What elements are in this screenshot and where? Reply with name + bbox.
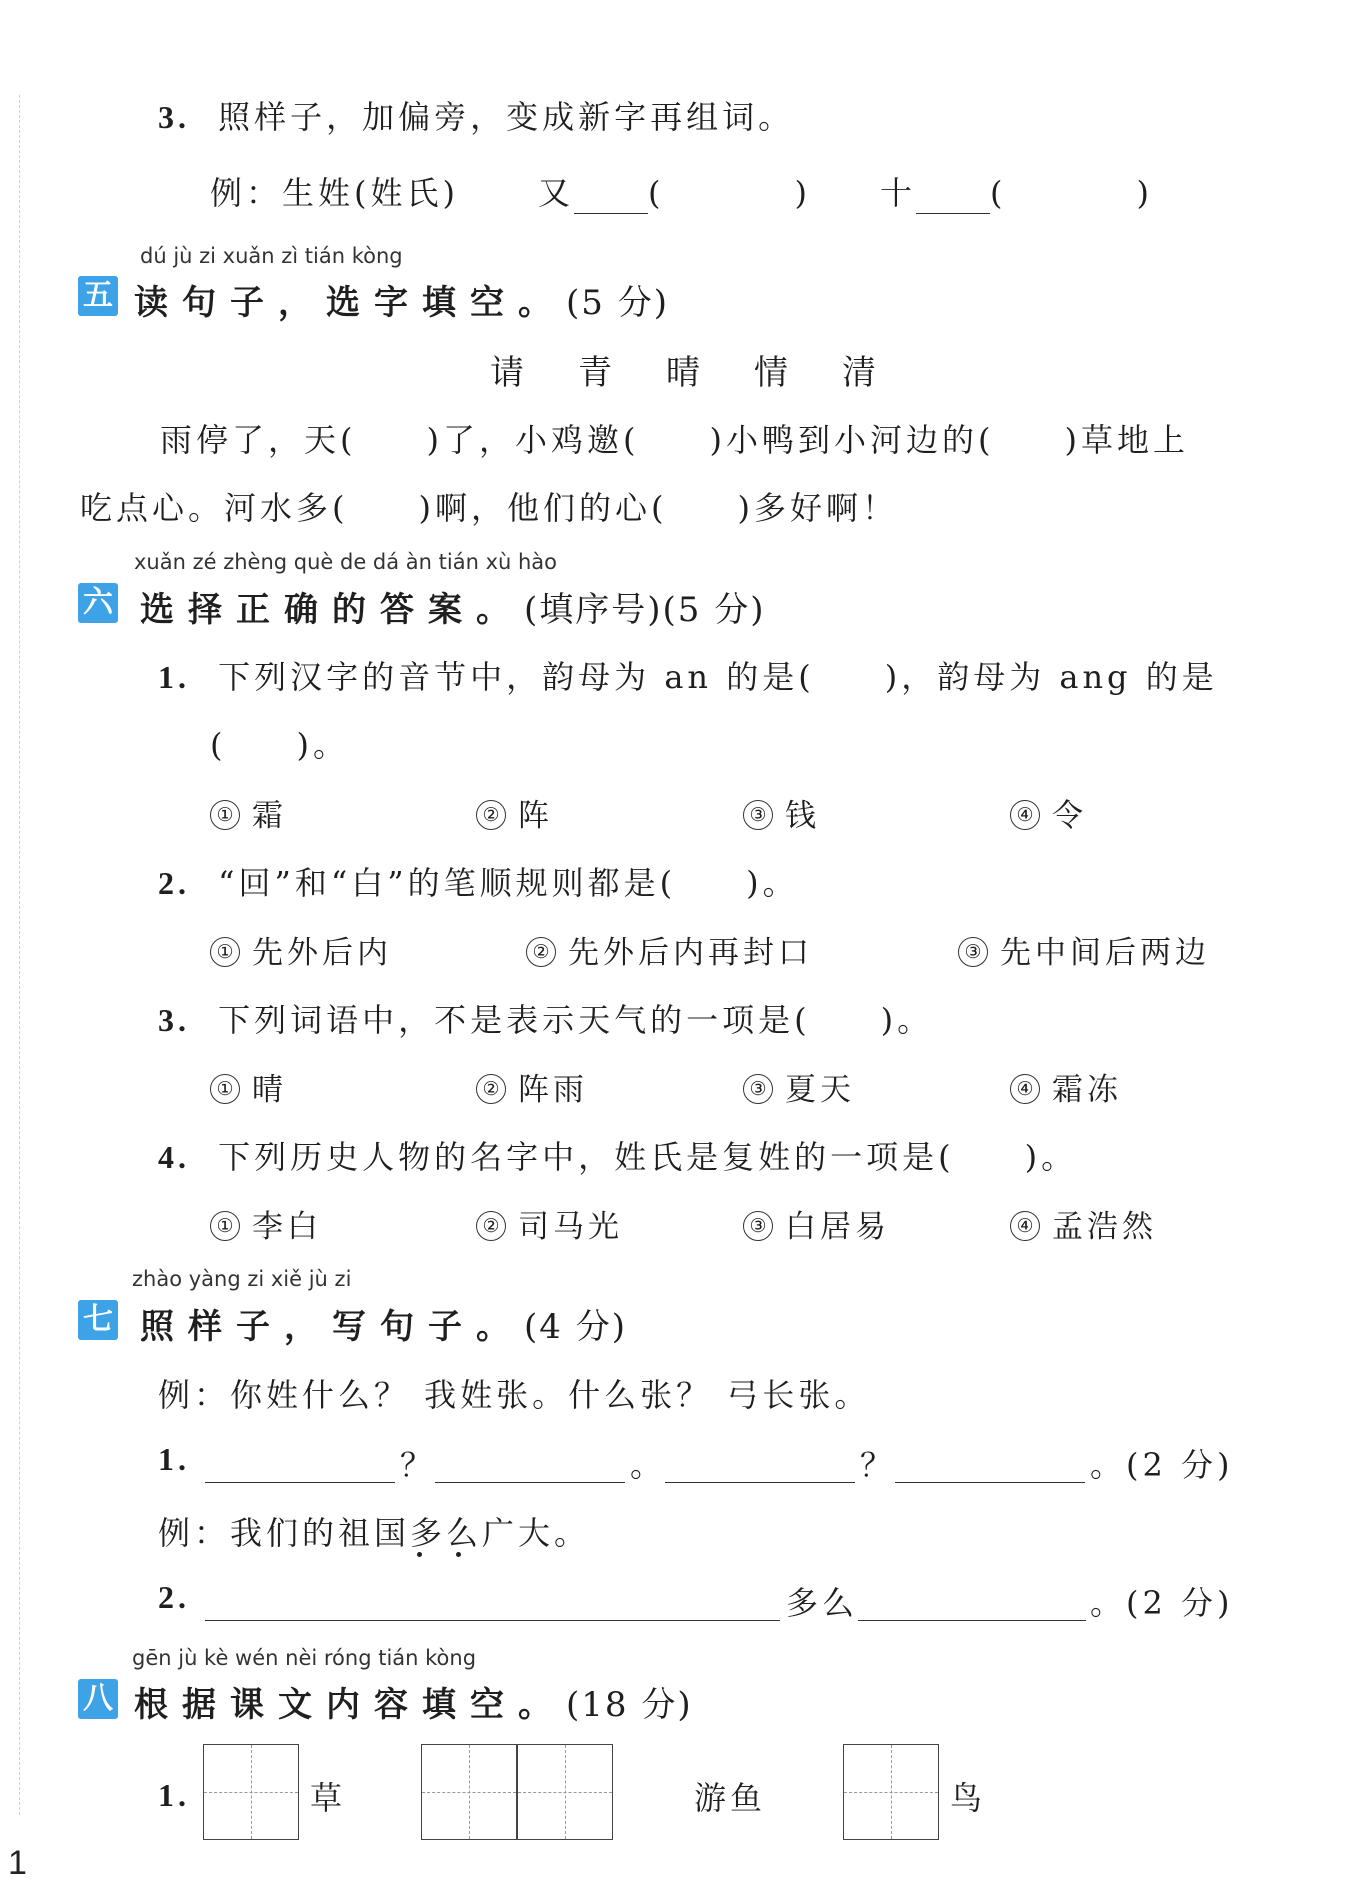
option-text: 钱 <box>785 798 820 834</box>
option[interactable] <box>743 1064 855 1109</box>
option[interactable] <box>958 927 1210 972</box>
emphasis-dot <box>417 1552 422 1557</box>
text: )了，小鸡邀( <box>426 421 640 459</box>
title-text: 根据课文内容填空。 <box>134 1685 566 1725</box>
question-number: 1. <box>158 1441 190 1477</box>
option-text: 阵 <box>518 798 553 834</box>
option[interactable] <box>1010 1201 1157 1246</box>
text: )。 <box>1024 1138 1078 1176</box>
binding-margin-line <box>19 95 20 1815</box>
part7-example-2: 例：我们的祖国多么广大。 <box>158 1514 591 1552</box>
option[interactable] <box>476 1201 623 1246</box>
option-number: ④ <box>1010 800 1040 830</box>
score-text: (18 分) <box>566 1685 693 1725</box>
part5-pinyin: dú jù zi xuǎn zì tián kòng <box>140 244 403 268</box>
item-char: 又 <box>538 174 575 212</box>
part8-pinyin: gēn jù kè wén nèi róng tián kòng <box>132 1646 477 1670</box>
text: ( <box>210 726 227 764</box>
text: )，韵母为 ang 的是 <box>884 658 1218 696</box>
word-after-box: 草 <box>310 1779 347 1817</box>
question-number: 3. <box>158 1002 190 1038</box>
text: 下列汉字的音节中，韵母为 an 的是( <box>218 658 815 696</box>
part4-item-1: 又 ( ) <box>538 174 811 212</box>
punct-mark: ？ <box>860 1446 897 1484</box>
title-text: 照样子，写句子。 <box>140 1307 524 1347</box>
part4-item-2: 十 ( ) <box>880 174 1153 212</box>
question-number: 1. <box>158 659 190 695</box>
part7-title <box>140 1299 627 1348</box>
text: )草地上 <box>1064 421 1189 459</box>
example-label: 例： <box>210 174 283 212</box>
answer-line[interactable] <box>205 1590 780 1621</box>
part7-q1-end <box>1090 1440 1234 1486</box>
text: )啊，他们的心( <box>418 489 668 527</box>
text: )。 <box>880 1001 934 1039</box>
option-number: ④ <box>1010 1074 1040 1104</box>
option-text: 令 <box>1052 798 1087 834</box>
option-text: 先外后内 <box>252 935 392 971</box>
option-number: ② <box>526 937 556 967</box>
part6-q1 <box>158 652 1218 698</box>
part7-q2 <box>158 1578 190 1616</box>
option-number: ③ <box>743 1211 773 1241</box>
part6-q3 <box>158 995 933 1041</box>
part6-q1-cont <box>210 720 349 766</box>
answer-blank[interactable] <box>916 183 990 214</box>
punct-mark: 。 <box>1090 1584 1127 1622</box>
part7-q1 <box>158 1440 190 1478</box>
part5-line2 <box>80 483 898 529</box>
score-text: (2 分) <box>1126 1584 1234 1622</box>
option[interactable] <box>210 1064 287 1109</box>
option-number: ③ <box>743 800 773 830</box>
punct-mark: 。 <box>630 1446 667 1484</box>
fixed-word: 多么 <box>786 1584 859 1622</box>
score-text: (2 分) <box>1126 1446 1234 1484</box>
option-text: 晴 <box>252 1072 287 1108</box>
text: )小鸭到小河边的( <box>709 421 995 459</box>
tianzige-box[interactable] <box>843 1744 939 1840</box>
option-text: 阵雨 <box>518 1072 588 1108</box>
part5-line1 <box>160 415 1189 461</box>
punct-mark: 。 <box>1090 1446 1127 1484</box>
title-text: 读句子，选字填空。 <box>134 283 566 323</box>
question-number: 4. <box>158 1139 190 1175</box>
tianzige-box[interactable] <box>203 1744 299 1840</box>
text: )。 <box>296 726 349 764</box>
part7-example-1: 例：你姓什么？ 我姓张。什么张？ 弓长张。 <box>158 1376 871 1414</box>
answer-line[interactable] <box>895 1452 1085 1483</box>
text: 下列历史人物的名字中，姓氏是复姓的一项是( <box>218 1138 955 1176</box>
option-text: 先中间后两边 <box>1000 935 1210 971</box>
example-text: 生姓(姓氏) <box>282 174 459 212</box>
option[interactable] <box>743 1201 890 1246</box>
option[interactable] <box>476 1064 588 1109</box>
option-number: ① <box>210 1074 240 1104</box>
score-text: (填序号)(5 分) <box>524 590 766 630</box>
option[interactable] <box>476 790 553 835</box>
option-text: 夏天 <box>785 1072 855 1108</box>
option-text: 先外后内再封口 <box>568 935 813 971</box>
title-text: 选择正确的答案。 <box>140 590 524 630</box>
score-text: (5 分) <box>566 283 669 323</box>
option-text: 霜冻 <box>1052 1072 1122 1108</box>
word-after-box: 鸟 <box>950 1779 987 1817</box>
part4-q3 <box>158 92 794 138</box>
word-after-box: 游鱼 <box>694 1779 767 1817</box>
tianzige-box[interactable] <box>421 1744 517 1840</box>
option-number: ① <box>210 800 240 830</box>
page-number: 1 <box>8 1844 27 1882</box>
option[interactable] <box>210 790 287 835</box>
part6-title <box>140 582 766 631</box>
answer-line[interactable] <box>435 1452 625 1483</box>
part6-pinyin: xuǎn zé zhèng què de dá àn tián xù hào <box>134 550 558 574</box>
option-text: 孟浩然 <box>1052 1209 1157 1245</box>
option-text: 霜 <box>252 798 287 834</box>
emphasis-dot <box>456 1552 461 1557</box>
part5-badge: 五 <box>78 276 118 316</box>
part8-title <box>134 1677 693 1726</box>
option-number: ① <box>210 1211 240 1241</box>
part6-q2 <box>158 858 799 904</box>
option-number: ② <box>476 1211 506 1241</box>
option-text: 李白 <box>252 1209 322 1245</box>
part7-badge: 七 <box>78 1300 118 1340</box>
part7-pinyin: zhào yàng zi xiě jù zi <box>132 1267 352 1291</box>
option-number: ② <box>476 1074 506 1104</box>
part4-example-row <box>210 168 459 214</box>
part7-q2-end <box>1090 1578 1234 1624</box>
text: 吃点心。河水多( <box>80 489 349 527</box>
option[interactable] <box>526 927 813 972</box>
option[interactable] <box>1010 1064 1122 1109</box>
part8-q1-number <box>158 1776 190 1814</box>
option-number: ① <box>210 937 240 967</box>
question-number: 2. <box>158 865 190 901</box>
question-number: 1. <box>158 1777 190 1813</box>
option-number: ④ <box>1010 1211 1040 1241</box>
answer-blank[interactable] <box>574 183 648 214</box>
part5-choices: 请 青 晴 情 清 <box>490 353 886 393</box>
part6-badge: 六 <box>78 583 118 623</box>
option-text: 司马光 <box>518 1209 623 1245</box>
option-number: ③ <box>958 937 988 967</box>
text: “回”和“白”的笔顺规则都是( <box>218 864 677 902</box>
punct-mark: ？ <box>400 1446 437 1484</box>
part6-q4 <box>158 1132 1077 1178</box>
option[interactable] <box>210 927 392 972</box>
question-number: 3. <box>158 99 190 135</box>
option[interactable] <box>743 790 820 835</box>
text: 雨停了，天( <box>160 421 357 459</box>
part8-badge: 八 <box>78 1679 118 1719</box>
text: 下列词语中，不是表示天气的一项是( <box>218 1001 811 1039</box>
answer-line[interactable] <box>205 1452 395 1483</box>
option-text: 白居易 <box>785 1209 890 1245</box>
text: )多好啊！ <box>737 489 898 527</box>
option-number: ③ <box>743 1074 773 1104</box>
part5-title <box>134 275 669 324</box>
item-char: 十 <box>880 174 917 212</box>
option[interactable] <box>1010 790 1087 835</box>
answer-line[interactable] <box>665 1452 855 1483</box>
answer-line[interactable] <box>858 1590 1086 1621</box>
text: )。 <box>746 864 799 902</box>
option[interactable] <box>210 1201 322 1246</box>
option-number: ② <box>476 800 506 830</box>
score-text: (4 分) <box>524 1307 627 1347</box>
tianzige-box[interactable] <box>517 1744 613 1840</box>
question-number: 2. <box>158 1579 190 1615</box>
question-text: 照样子，加偏旁，变成新字再组词。 <box>218 98 795 136</box>
